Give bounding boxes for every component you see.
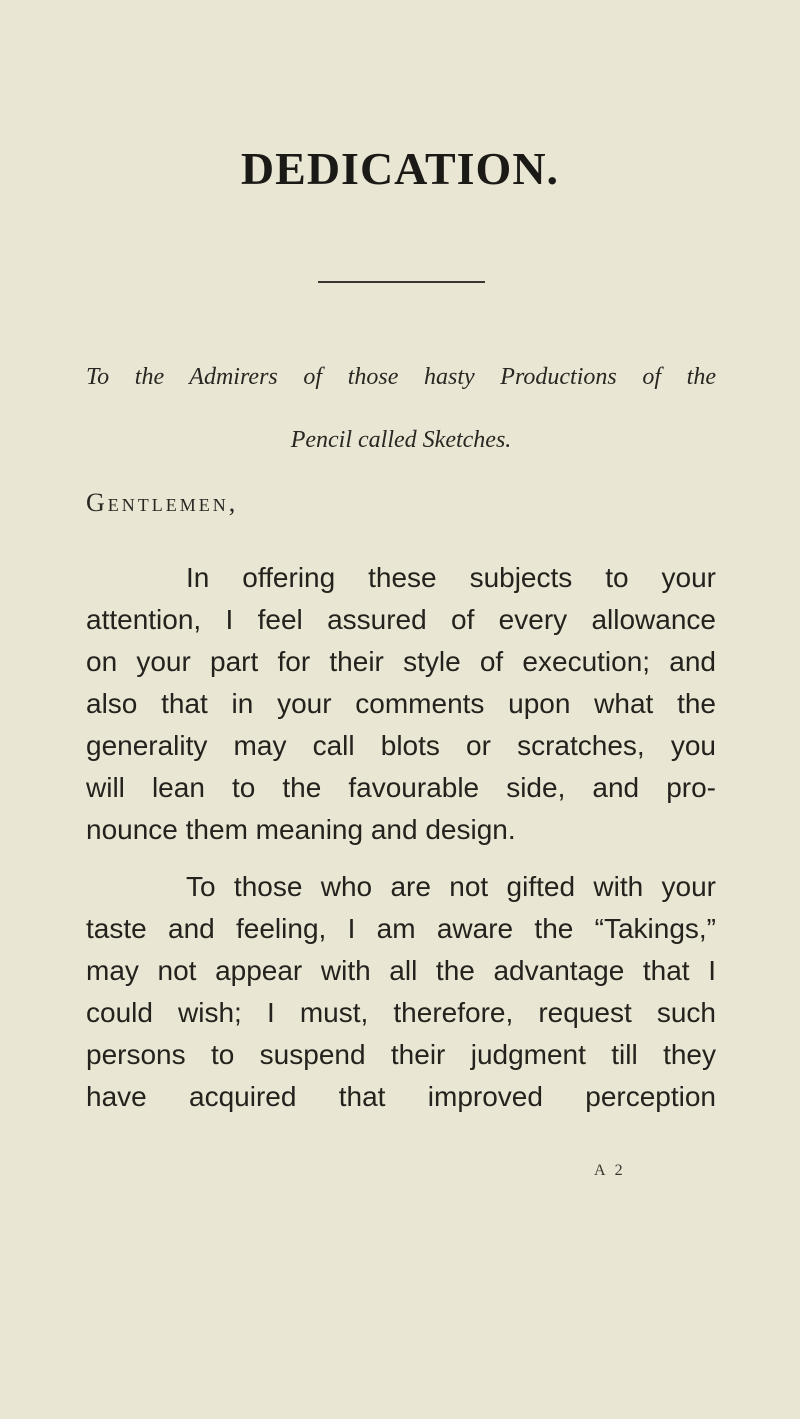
text-line: nounce them meaning and design. <box>86 814 516 845</box>
dedication-address-line-1: To the Admirers of those hasty Productions of the <box>86 364 716 390</box>
text-line: will lean to the favourable side, and pro- <box>86 772 716 803</box>
text-line: on your part for their style of execution; and <box>86 646 716 677</box>
text-line: also that in your comments upon what the <box>86 688 716 719</box>
signature-mark: A 2 <box>594 1162 626 1179</box>
text-line: To those who are not gifted with your <box>186 871 716 902</box>
divider-rule <box>318 281 485 283</box>
text-line: attention, I feel assured of every allowance <box>86 604 716 635</box>
text-line: In offering these subjects to your <box>186 562 716 593</box>
text-line: have acquired that improved perception <box>86 1081 716 1112</box>
dedication-address-line-2: Pencil called Sketches. <box>290 427 512 453</box>
paragraph-2 <box>86 866 716 1118</box>
text-line: persons to suspend their judgment till they <box>86 1039 716 1070</box>
text-line: could wish; I must, therefore, request such <box>86 997 716 1028</box>
page-title: DEDICATION. <box>240 143 560 194</box>
text-line: generality may call blots or scratches, you <box>86 730 716 761</box>
text-line: taste and feeling, I am aware the “Takings,” <box>86 913 716 944</box>
paragraph-1 <box>86 557 716 851</box>
text-line: may not appear with all the advantage that I <box>86 955 716 986</box>
salutation: Gentlemen, <box>86 488 239 517</box>
